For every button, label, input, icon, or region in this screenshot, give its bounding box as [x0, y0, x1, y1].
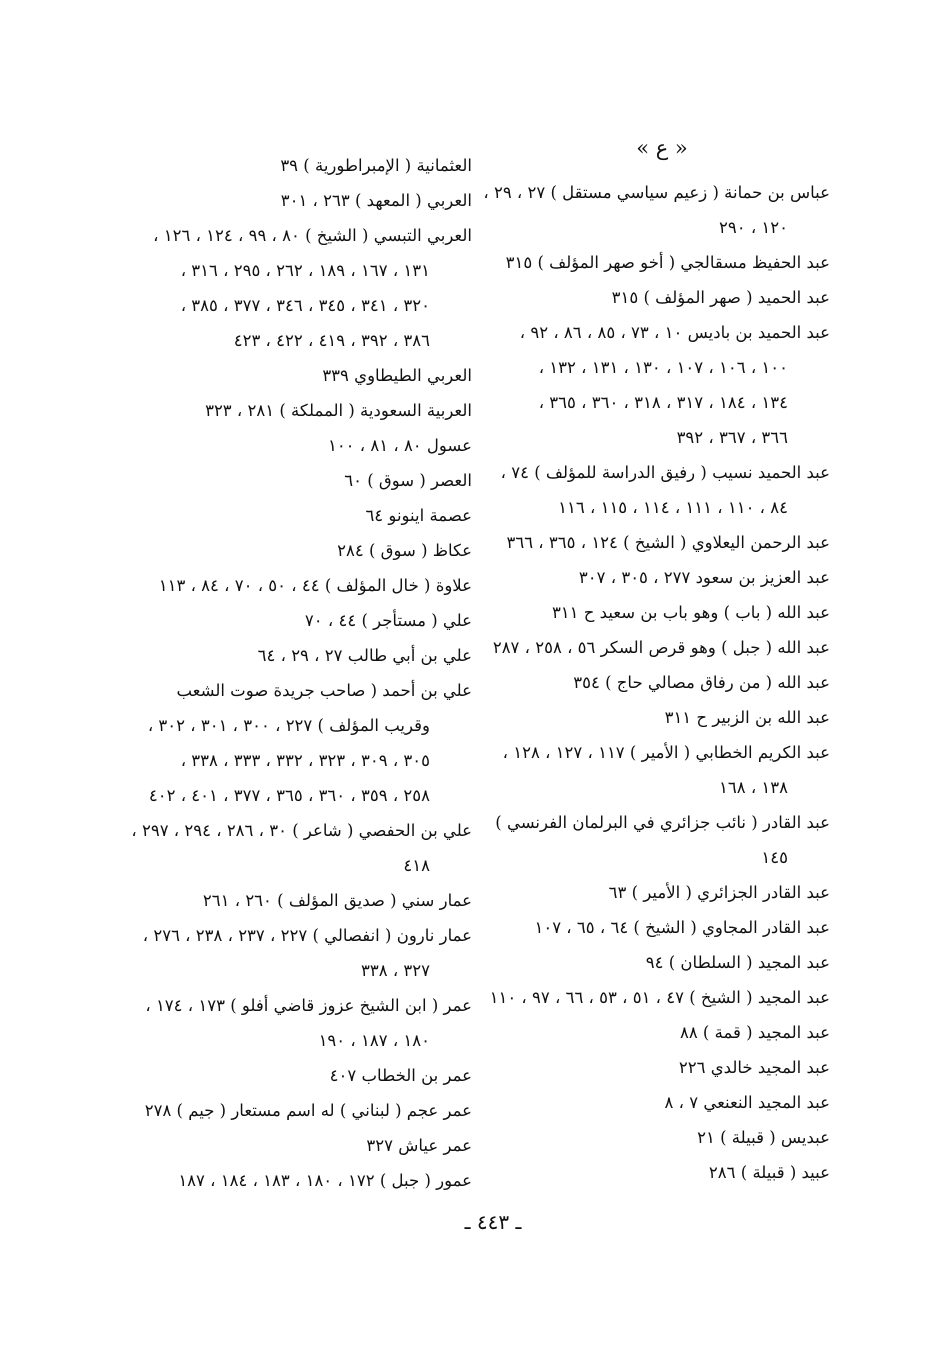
index-entry: عبد المجيد ( قمة ) ٨٨	[679, 1023, 830, 1042]
index-entry: عبد العزيز بن سعود ٢٧٧ ، ٣٠٥ ، ٣٠٧	[578, 568, 830, 587]
index-entry: عبد الحفيظ مسقالجي ( أخو صهر المؤلف ) ٣١٥	[505, 253, 830, 272]
index-entry-continuation: ١٤٥	[761, 848, 788, 867]
index-entry: العربية السعودية ( المملكة ) ٢٨١ ، ٣٢٣	[205, 401, 472, 420]
index-entry: عمر بن الخطاب ٤٠٧	[329, 1066, 472, 1085]
index-entry-continuation: ١٨٠ ، ١٨٧ ، ١٩٠	[318, 1031, 430, 1050]
index-entry: العصر ( سوق ) ٦٠	[344, 471, 472, 490]
index-entry-continuation: ٣٦٦ ، ٣٦٧ ، ٣٩٢	[676, 428, 788, 447]
index-entry: عمر ( ابن الشيخ عزوز قاضي أفلو ) ١٧٣ ، ١٧٤ ،	[145, 996, 472, 1015]
index-entry: عبد الله ( من رفاق مصالي حاج ) ٣٥٤	[573, 673, 830, 692]
index-entry-continuation: ٣٠٥ ، ٣٠٩ ، ٣٢٣ ، ٣٣٢ ، ٣٣٣ ، ٣٣٨ ،	[180, 751, 430, 770]
index-entry: علاوة ( خال المؤلف ) ٤٤ ، ٥٠ ، ٧٠ ، ٨٤ ، ١١٣	[158, 576, 472, 595]
index-entry: علي بن الحفصي ( شاعر ) ٣٠ ، ٢٨٦ ، ٢٩٤ ، ٢٩٧ ،	[131, 821, 472, 840]
index-entry: عبد المجيد خالدي ٢٢٦	[678, 1058, 830, 1077]
index-entry: عبيد ( قبيلة ) ٢٨٦	[708, 1163, 830, 1182]
index-entry: عمار سني ( صديق المؤلف ) ٢٦٠ ، ٢٦١	[202, 891, 472, 910]
index-column-right	[483, 148, 830, 1190]
index-entry: عبديس ( قبيلة ) ٢١	[697, 1128, 830, 1147]
index-entry: عمر عجم ( لبناني ) له اسم مستعار ( جيم ) ٢٧٨	[144, 1101, 472, 1120]
index-entry: علي بن أبي طالب ٢٧ ، ٢٩ ، ٦٤	[257, 646, 472, 665]
index-entry-continuation: ١٣٨ ، ١٦٨	[718, 778, 788, 797]
index-entry-continuation: ١٢٠ ، ٢٩٠	[718, 218, 788, 237]
index-entry: عمر عياش ٣٢٧	[366, 1136, 472, 1155]
index-entry: العربي ( المعهد ) ٢٦٣ ، ٣٠١	[280, 191, 472, 210]
page-number: ـ ٤٤٣ ـ	[464, 1210, 522, 1234]
index-entry: عمار نارون ( انفصالي ) ٢٢٧ ، ٢٣٧ ، ٢٣٨ ، ٢٧٦ ،	[142, 926, 472, 945]
index-entry: عبد الحميد بن باديس ١٠ ، ٧٣ ، ٨٥ ، ٨٦ ، ٩٢ ،	[519, 323, 830, 342]
index-entry: العربي الطيطاوي ٣٣٩	[322, 366, 472, 385]
index-entry: عبد الله بن الزبير ح ٣١١	[664, 708, 830, 727]
index-entry: عبد الله ( باب ) وهو باب بن سعيد ح ٣١١	[551, 603, 830, 622]
index-entry-continuation: ٤١٨	[403, 856, 430, 875]
index-entry-continuation: ٣٨٦ ، ٣٩٢ ، ٤١٩ ، ٤٢٢ ، ٤٢٣	[233, 331, 430, 350]
section-spacer	[500, 148, 830, 175]
index-entry: عمور ( جبل ) ١٧٢ ، ١٨٠ ، ١٨٣ ، ١٨٤ ، ١٨٧	[178, 1171, 472, 1190]
index-entry: عبد المجيد النعنعي ٧ ، ٨	[664, 1093, 830, 1112]
index-entry: عبد القادر ( نائب جزائري في البرلمان الفرنسي )	[495, 813, 830, 832]
index-entry: عبد الله ( جبل ) وهو قرص السكر ٥٦ ، ٢٥٨ ، ٢٨٧	[492, 638, 830, 657]
index-entry: عكاظ ( سوق ) ٢٨٤	[337, 541, 472, 560]
index-entry: عبد المجيد ( السلطان ) ٩٤	[645, 953, 830, 972]
index-entry: عبد الرحمن اليعلاوي ( الشيخ ) ١٢٤ ، ٣٦٥ ، ٣٦٦	[506, 533, 830, 552]
index-entry: عصمة اينونو ٦٤	[365, 506, 472, 525]
index-entry: عسول ٨٠ ، ٨١ ، ١٠٠	[327, 436, 472, 455]
index-entry: عباس بن حمانة ( زعيم سياسي مستقل ) ٢٧ ، ٢٩ ،	[483, 183, 830, 202]
index-entry-continuation: ١٠٠ ، ١٠٦ ، ١٠٧ ، ١٣٠ ، ١٣١ ، ١٣٢ ،	[538, 358, 788, 377]
index-entry-continuation: ٣٢٠ ، ٣٤١ ، ٣٤٥ ، ٣٤٦ ، ٣٧٧ ، ٣٨٥ ،	[180, 296, 430, 315]
index-entry: عبد الكريم الخطابي ( الأمير ) ١١٧ ، ١٢٧ ، ١٢٨ ،	[502, 743, 830, 762]
index-entry-continuation: ٨٤ ، ١١٠ ، ١١١ ، ١١٤ ، ١١٥ ، ١١٦	[558, 498, 788, 517]
index-entry: عبد القادر الجزائري ( الأمير ) ٦٣	[608, 883, 830, 902]
index-entry: عبد الحميد ( صهر المؤلف ) ٣١٥	[611, 288, 830, 307]
index-entry: علي ( مستأجر ) ٤٤ ، ٧٠	[304, 611, 472, 630]
index-entry-continuation: ١٣٤ ، ١٨٤ ، ٣١٧ ، ٣١٨ ، ٣٦٠ ، ٣٦٥ ،	[538, 393, 788, 412]
index-entry: عبد القادر المجاوي ( الشيخ ) ٦٤ ، ٦٥ ، ١٠٧	[534, 918, 830, 937]
index-entry-continuation: ٣٢٧ ، ٣٣٨	[360, 961, 430, 980]
index-entry-continuation: ٢٥٨ ، ٣٥٩ ، ٣٦٠ ، ٣٦٥ ، ٣٧٧ ، ٤٠١ ، ٤٠٢	[148, 786, 430, 805]
section-letter: « ع »	[636, 136, 688, 160]
index-entry-continuation: وقريب المؤلف ) ٢٢٧ ، ٣٠٠ ، ٣٠١ ، ٣٠٢ ،	[147, 716, 430, 735]
index-entry: علي بن أحمد ( صاحب جريدة صوت الشعب	[176, 681, 472, 700]
index-entry: العثمانية ( الإمبراطورية ) ٣٩	[280, 156, 472, 175]
index-column-left	[131, 148, 472, 1198]
index-entry: عبد المجيد ( الشيخ ) ٤٧ ، ٥١ ، ٥٣ ، ٦٦ ، ٩٧ ، ١١٠	[489, 988, 830, 1007]
index-entry: العربي التبسي ( الشيخ ) ٨٠ ، ٩٩ ، ١٢٤ ، ١٢٦ ،	[153, 226, 472, 245]
index-entry: عبد الحميد نسيب ( رفيق الدراسة للمؤلف ) ٧٤ ،	[500, 463, 830, 482]
index-entry-continuation: ١٣١ ، ١٦٧ ، ١٨٩ ، ٢٦٢ ، ٢٩٥ ، ٣١٦ ،	[180, 261, 430, 280]
